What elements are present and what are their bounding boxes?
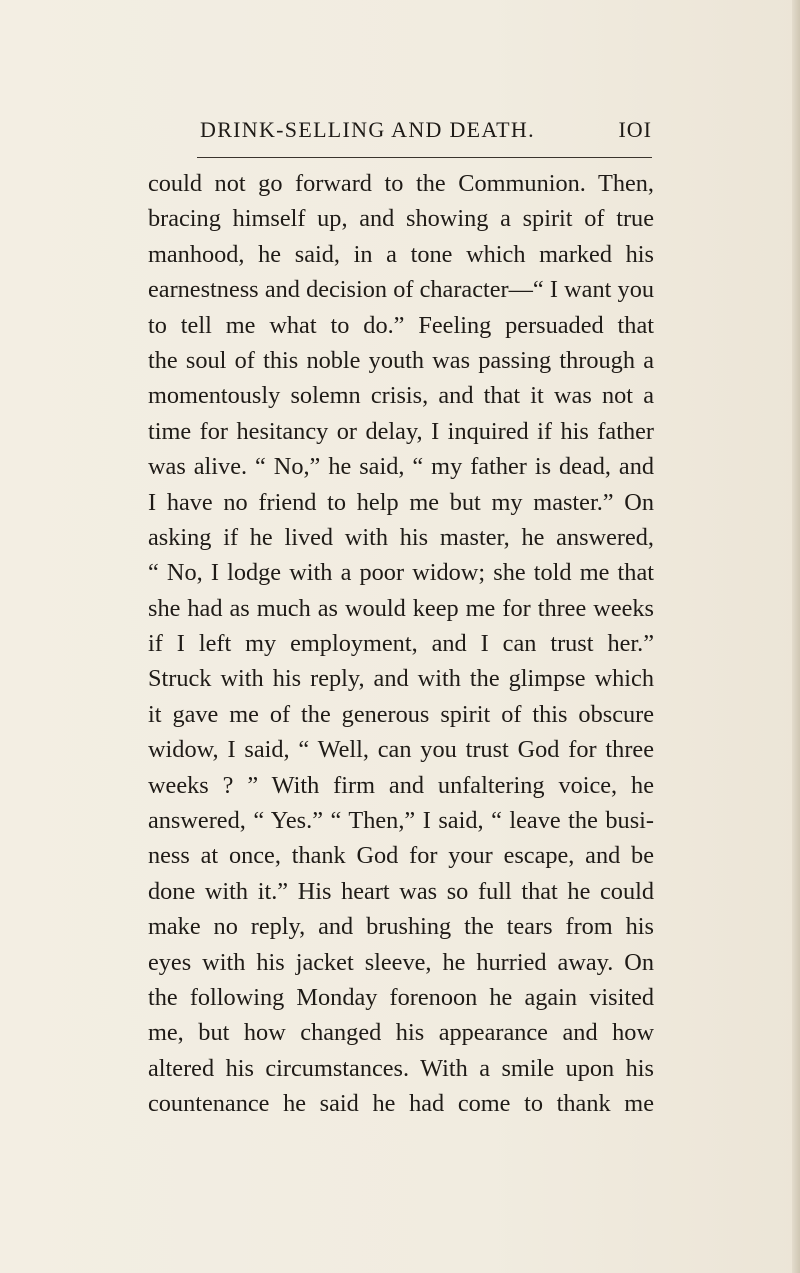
page-edge	[792, 0, 800, 1273]
text-line: asking if he lived with his master, he answered,	[148, 523, 654, 551]
text-line: the soul of this noble youth was passing through a	[148, 346, 654, 374]
text-line: eyes with his jacket sleeve, he hurried away. On	[148, 948, 654, 976]
text-line: to tell me what to do.” Feeling persuaded that	[148, 311, 654, 339]
text-line: manhood, he said, in a tone which marked his	[148, 240, 654, 268]
text-line: bracing himself up, and showing a spirit of true	[148, 205, 654, 233]
text-line: if I left my employment, and I can trust her.”	[148, 630, 654, 658]
text-line: make no reply, and brushing the tears from his	[148, 913, 654, 941]
text-line: widow, I said, “ Well, can you trust God for three	[148, 736, 654, 764]
text-line: Struck with his reply, and with the glimpse which	[148, 665, 654, 693]
text-line: done with it.” His heart was so full that he could	[148, 877, 654, 905]
text-line: ness at once, thank God for your escape, and be	[148, 842, 654, 870]
text-line: altered his circumstances. With a smile upon his	[148, 1054, 654, 1082]
text-line: it gave me of the generous spirit of this obscure	[148, 700, 654, 728]
text-line: earnestness and decision of character—“ I want you	[148, 276, 654, 304]
text-line: I have no friend to help me but my master.” On	[148, 488, 654, 516]
text-line: answered, “ Yes.” “ Then,” I said, “ leave the busi-	[148, 807, 654, 835]
text-line: time for hesitancy or delay, I inquired if his father	[148, 417, 654, 445]
running-head	[200, 117, 652, 147]
header-rule	[197, 157, 652, 158]
text-line: could not go forward to the Communion. Then,	[148, 170, 654, 197]
text-line: the following Monday forenoon he again visited	[148, 983, 654, 1011]
body-text	[148, 166, 654, 1122]
text-line: weeks ? ” With firm and unfaltering voice, he	[148, 771, 654, 799]
page-number: IOI	[618, 117, 652, 142]
running-title: DRINK-SELLING AND DEATH.	[200, 117, 535, 142]
text-line: momentously solemn crisis, and that it was not a	[148, 382, 654, 410]
text-line: she had as much as would keep me for three weeks	[148, 594, 654, 622]
text-line: countenance he said he had come to thank me	[148, 1090, 654, 1118]
text-line: was alive. “ No,” he said, “ my father is dead, and	[148, 453, 654, 481]
text-line: “ No, I lodge with a poor widow; she told me that	[148, 559, 654, 587]
text-line: me, but how changed his appearance and how	[148, 1019, 654, 1047]
